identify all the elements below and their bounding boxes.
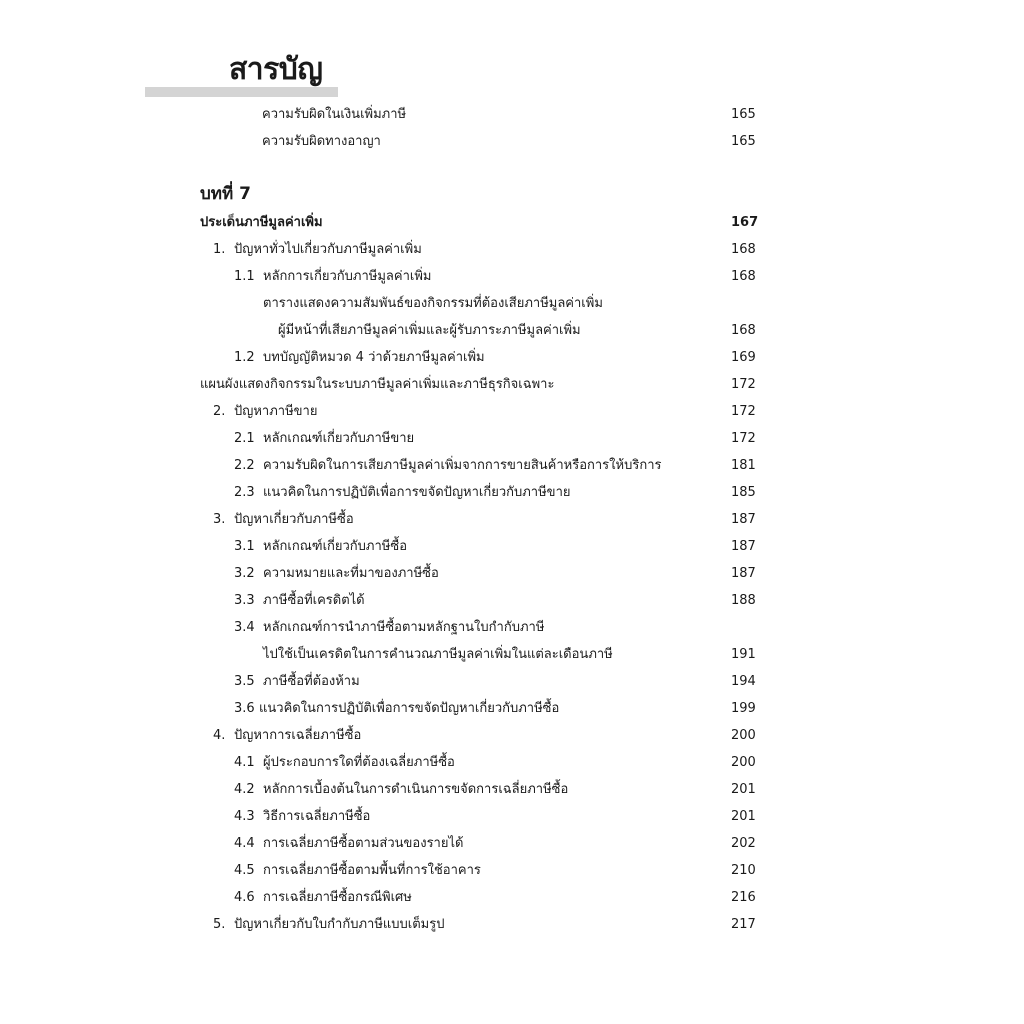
toc-entry[interactable] xyxy=(0,263,1024,290)
toc-entry-text: ความรับผิดในการเสียภาษีมูลค่าเพิ่มจากการขายสินค้าหรือการให้บริการ xyxy=(263,458,662,473)
chapter-title-entry[interactable] xyxy=(0,209,1024,236)
toc-entry-page: 187 xyxy=(731,539,756,554)
toc-entry[interactable] xyxy=(0,560,1024,587)
toc-entry-number: 4.1 xyxy=(234,755,255,770)
toc-entry-text: ตารางแสดงความสัมพันธ์ของกิจกรรมที่ต้องเสียภาษีมูลค่าเพิ่ม xyxy=(263,296,603,311)
toc-entry[interactable] xyxy=(0,452,1024,479)
toc-entry-page: 172 xyxy=(731,377,756,392)
toc-entry-page: 172 xyxy=(731,404,756,419)
toc-entry-text: การเฉลี่ยภาษีซื้อตามพื้นที่การใช้อาคาร xyxy=(263,863,481,878)
toc-entry[interactable] xyxy=(0,830,1024,857)
toc-entry-number: 1.1 xyxy=(234,269,255,284)
toc-entry-text: ความหมายและที่มาของภาษีซื้อ xyxy=(263,566,439,581)
toc-entry-number: 4.5 xyxy=(234,863,255,878)
toc-entry[interactable] xyxy=(0,857,1024,884)
chapter-title: ประเด็นภาษีมูลค่าเพิ่ม xyxy=(200,215,323,230)
toc-entry[interactable] xyxy=(0,425,1024,452)
toc-entry-page: 185 xyxy=(731,485,756,500)
toc-entry-number: 3.2 xyxy=(234,566,255,581)
toc-entry-page: 172 xyxy=(731,431,756,446)
toc-entry-text: หลักเกณฑ์เกี่ยวกับภาษีขาย xyxy=(263,431,415,446)
toc-entry-text: ผู้ประกอบการใดที่ต้องเฉลี่ยภาษีซื้อ xyxy=(263,755,455,770)
toc-entry-text: ความรับผิดทางอาญา xyxy=(262,134,381,149)
toc-entry-page: 168 xyxy=(731,269,756,284)
toc-entry-page: 199 xyxy=(731,701,756,716)
toc-entry-number: 3.5 xyxy=(234,674,255,689)
toc-entry-page: 210 xyxy=(731,863,756,878)
toc-entry-text: ผู้มีหน้าที่เสียภาษีมูลค่าเพิ่มและผู้รับภาระภาษีมูลค่าเพิ่ม xyxy=(278,323,581,338)
toc-entry[interactable] xyxy=(0,533,1024,560)
toc-entry-number: 1. xyxy=(213,242,226,257)
toc-entry[interactable] xyxy=(0,776,1024,803)
toc-entry[interactable] xyxy=(0,371,1024,398)
toc-entry-page: 165 xyxy=(731,107,756,122)
toc-entry-page: 200 xyxy=(731,728,756,743)
toc-entry-text: แนวคิดในการปฏิบัติเพื่อการขจัดปัญหาเกี่ยวกับภาษีขาย xyxy=(263,485,571,500)
toc-entry-number: 3.6 xyxy=(234,701,255,716)
toc-entry-number: 3. xyxy=(213,512,226,527)
toc-entry-page: 181 xyxy=(731,458,756,473)
toc-entry[interactable] xyxy=(0,344,1024,371)
toc-entry-text: ไปใช้เป็นเครดิตในการคำนวณภาษีมูลค่าเพิ่มในแต่ละเดือนภาษี xyxy=(263,647,613,662)
toc-entry[interactable] xyxy=(0,236,1024,263)
toc-entry-page: 165 xyxy=(731,134,756,149)
toc-entry-number: 4.3 xyxy=(234,809,255,824)
toc-entry-number: 3.4 xyxy=(234,620,255,635)
title-underline-bar xyxy=(145,87,338,97)
toc-entry-text: หลักการเกี่ยวกับภาษีมูลค่าเพิ่ม xyxy=(263,269,432,284)
toc-entry-page: 202 xyxy=(731,836,756,851)
toc-entry-text: ปัญหาภาษีขาย xyxy=(234,404,318,419)
toc-entry-number: 1.2 xyxy=(234,350,255,365)
toc-entry-text: บทบัญญัติหมวด 4 ว่าด้วยภาษีมูลค่าเพิ่ม xyxy=(263,350,485,365)
toc-entry-number: 4. xyxy=(213,728,226,743)
toc-entry[interactable] xyxy=(0,128,1024,155)
toc-entry-text: ปัญหาทั่วไปเกี่ยวกับภาษีมูลค่าเพิ่ม xyxy=(234,242,422,257)
toc-entry-number: 2.2 xyxy=(234,458,255,473)
toc-entry-page: 216 xyxy=(731,890,756,905)
toc-entry-number: 2.1 xyxy=(234,431,255,446)
toc-entry-number: 3.3 xyxy=(234,593,255,608)
toc-entry-page: 217 xyxy=(731,917,756,932)
toc-entry-text: ปัญหาเกี่ยวกับภาษีซื้อ xyxy=(234,512,354,527)
toc-entry-text: ความรับผิดในเงินเพิ่มภาษี xyxy=(262,107,407,122)
toc-entry-page: 168 xyxy=(731,242,756,257)
toc-entry[interactable] xyxy=(0,803,1024,830)
toc-entry-page: 168 xyxy=(731,323,756,338)
toc-entry[interactable] xyxy=(0,317,1024,344)
toc-entry[interactable] xyxy=(0,695,1024,722)
toc-entry[interactable] xyxy=(0,911,1024,938)
toc-entry-text: ปัญหาการเฉลี่ยภาษีซื้อ xyxy=(234,728,362,743)
toc-entry-page: 187 xyxy=(731,566,756,581)
toc-entry[interactable] xyxy=(0,884,1024,911)
toc-entry-text: หลักเกณฑ์เกี่ยวกับภาษีซื้อ xyxy=(263,539,407,554)
toc-entry-text: วิธีการเฉลี่ยภาษีซื้อ xyxy=(263,809,371,824)
toc-entry[interactable] xyxy=(0,641,1024,668)
toc-entry[interactable] xyxy=(0,749,1024,776)
toc-entry-page: 188 xyxy=(731,593,756,608)
toc-entry-text: แผนผังแสดงกิจกรรมในระบบภาษีมูลค่าเพิ่มและภาษีธุรกิจเฉพาะ xyxy=(200,377,555,392)
toc-entry[interactable] xyxy=(0,290,1024,317)
toc-entry[interactable] xyxy=(0,722,1024,749)
toc-entry-page: 169 xyxy=(731,350,756,365)
toc-entry-page: 194 xyxy=(731,674,756,689)
toc-entry-number: 2. xyxy=(213,404,226,419)
toc-entry-number: 5. xyxy=(213,917,226,932)
toc-entry-page: 201 xyxy=(731,809,756,824)
toc-entry[interactable] xyxy=(0,479,1024,506)
toc-entry[interactable] xyxy=(0,668,1024,695)
toc-entry-page: 187 xyxy=(731,512,756,527)
toc-entry[interactable] xyxy=(0,614,1024,641)
chapter-title-page: 167 xyxy=(731,215,759,230)
toc-entry-number: 4.6 xyxy=(234,890,255,905)
toc-entry-text: แนวคิดในการปฏิบัติเพื่อการขจัดปัญหาเกี่ยวกับภาษีซื้อ xyxy=(259,701,560,716)
toc-entry-number: 4.2 xyxy=(234,782,255,797)
toc-entry-number: 3.1 xyxy=(234,539,255,554)
toc-entry[interactable] xyxy=(0,101,1024,128)
toc-entry[interactable] xyxy=(0,587,1024,614)
toc-entry-number: 4.4 xyxy=(234,836,255,851)
toc-entry-page: 201 xyxy=(731,782,756,797)
toc-entry-number: 2.3 xyxy=(234,485,255,500)
toc-entry-page: 200 xyxy=(731,755,756,770)
toc-entry-text: การเฉลี่ยภาษีซื้อกรณีพิเศษ xyxy=(263,890,412,905)
toc-entry-text: หลักเกณฑ์การนำภาษีซื้อตามหลักฐานใบกำกับภาษี xyxy=(263,620,545,635)
chapter-label: บทที่ 7 xyxy=(200,184,251,204)
toc-entry-text: ปัญหาเกี่ยวกับใบกำกับภาษีแบบเต็มรูป xyxy=(234,917,445,932)
toc-entry-text: การเฉลี่ยภาษีซื้อตามส่วนของรายได้ xyxy=(263,836,464,851)
toc-entry-text: ภาษีซื้อที่ต้องห้าม xyxy=(263,674,360,689)
toc-entry-text: หลักการเบื้องต้นในการดำเนินการขจัดการเฉลี่ยภาษีซื้อ xyxy=(263,782,569,797)
toc-entry[interactable] xyxy=(0,506,1024,533)
page-title: สารบัญ xyxy=(229,52,323,87)
toc-entry-text: ภาษีซื้อที่เครดิตได้ xyxy=(263,593,365,608)
toc-entry-page: 191 xyxy=(731,647,756,662)
toc-entry[interactable] xyxy=(0,398,1024,425)
